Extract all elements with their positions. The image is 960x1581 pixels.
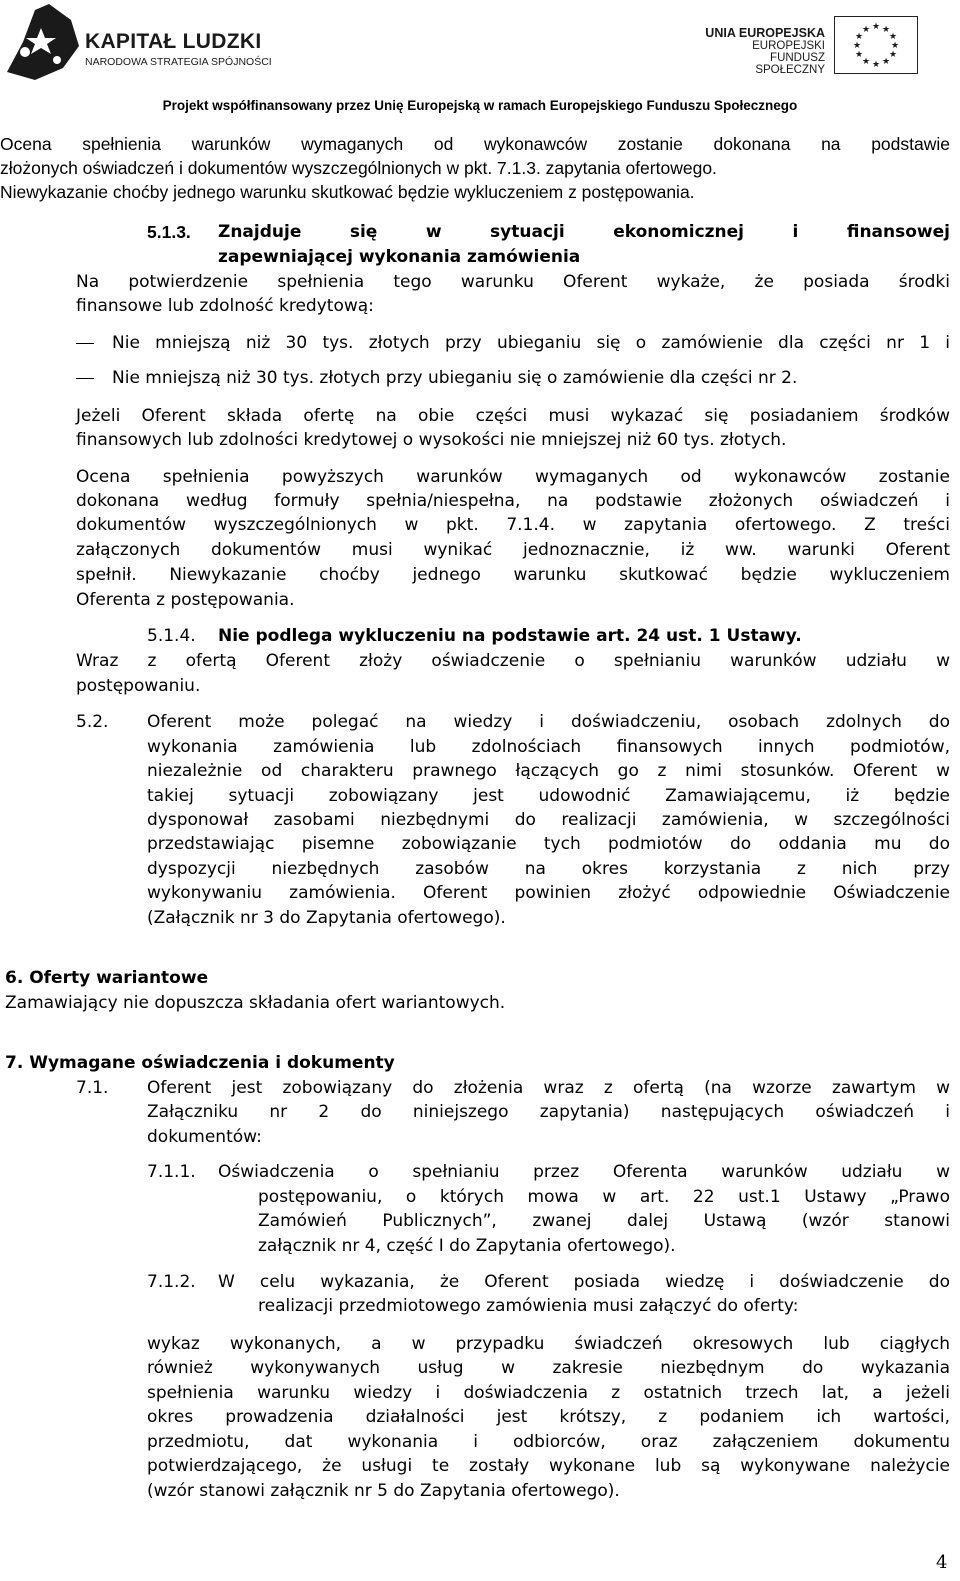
svg-text:★: ★ <box>888 32 898 42</box>
wykaz-line: wykaz wykonanych, a w przypadku świadczeń okresowych lub ciągłych <box>147 1334 950 1354</box>
section-5-2-line: Oferent może polegać na wiedzy i doświadczeniu, osobach zdolnych do <box>147 712 950 732</box>
wykaz-line: spełnienia warunku wiedzy i doświadczenia z ostatnich trzech lat, a jeżeli <box>147 1383 950 1403</box>
section-7-1-line: Załączniku nr 2 do niniejszego zapytania) następujących oświadczeń i <box>147 1102 950 1122</box>
section-5-2-line: niezależnie od charakteru prawnego łączących go z nimi stosunków. Oferent w <box>147 761 950 781</box>
bullet-dash <box>76 378 94 379</box>
eu-line-3: FUNDUSZ SPOŁECZNY <box>755 52 825 76</box>
section-5-1-3-para-1-cont: finansowe lub zdolność kredytową: <box>76 296 374 316</box>
section-5-2-line: wykonania zamówienia lub zdolnościach finansowych innych podmiotów, <box>147 737 950 757</box>
section-5-1-4-title: Nie podlega wykluczeniu na podstawie art. 24 ust. 1 Ustawy. <box>218 626 802 646</box>
section-6-text: Zamawiający nie dopuszcza składania ofert wariantowych. <box>5 993 506 1013</box>
svg-text:★: ★ <box>852 41 862 51</box>
both-parts-para-cont: finansowych lub zdolności kredytowej o wysokości nie mniejszej niż 60 tys. złotych. <box>76 430 787 450</box>
intro-line-3: Niewykazanie choćby jednego warunku skutkować będzie wykluczeniem z postępowania. <box>0 182 695 202</box>
section-7-1-1-line: Zamówień Publicznych”, zwanej dalej Ustawą (wzór stanowi <box>258 1211 950 1231</box>
section-5-2-line: przedstawiając pisemne zobowiązanie tych podmiotów do oddania mu do <box>147 834 950 854</box>
wykaz-line: (wzór stanowi załącznik nr 5 do Zapytania ofertowego). <box>147 1481 620 1501</box>
section-5-2-line: dyspozycji niezbędnych zasobów na okres korzystania z nich przy <box>147 859 950 879</box>
svg-text:★: ★ <box>861 25 871 35</box>
kapital-ludzki-title: KAPITAŁ LUDZKI <box>85 30 262 53</box>
section-7-1-1-line: postępowaniu, o których mowa w art. 22 ust.1 Ustawy „Prawo <box>258 1187 950 1207</box>
svg-text:★: ★ <box>888 50 898 60</box>
section-5-1-3-number: 5.1.3. <box>147 222 191 242</box>
section-7-1-line: Oferent jest zobowiązany do złożenia wraz z ofertą (na wzorze zawartym w <box>147 1078 950 1098</box>
svg-text:★: ★ <box>854 50 864 60</box>
section-7-1-2-number: 7.1.2. <box>147 1272 196 1292</box>
evaluation-para-line: spełnił. Niewykazanie choćby jednego warunku skutkować będzie wykluczeniem <box>76 565 950 585</box>
eu-line-2: EUROPEJSKI <box>752 40 825 52</box>
evaluation-para-line: załączonych dokumentów musi wynikać jednoznacznie, iż ww. warunki Oferent <box>76 540 950 560</box>
section-5-1-4-number: 5.1.4. <box>147 626 196 646</box>
intro-line-2: złożonych oświadczeń i dokumentów wyszczególnionych w pkt. 7.1.3. zapytania ofertowego. <box>0 158 717 178</box>
section-5-2-line: (Załącznik nr 3 do Zapytania ofertowego). <box>147 908 506 928</box>
wykaz-line: okres prowadzenia działalności jest krótszy, z podaniem ich wartości, <box>147 1407 950 1427</box>
section-5-1-3-title-cont: zapewniającej wykonania zamówienia <box>218 247 581 267</box>
section-6-heading: 6. Oferty wariantowe <box>5 968 209 988</box>
section-7-1-number: 7.1. <box>76 1078 109 1098</box>
svg-text:★: ★ <box>871 22 881 32</box>
svg-text:★: ★ <box>890 41 900 51</box>
svg-text:★: ★ <box>871 60 881 70</box>
bullet-dash <box>76 343 94 344</box>
kapital-ludzki-emblem-icon <box>5 2 85 82</box>
svg-text:★: ★ <box>854 32 864 42</box>
section-5-1-3-para-1: Na potwierdzenie spełnienia tego warunku Oferent wykaże, że posiada środki <box>76 272 950 292</box>
requirement-part-1: Nie mniejszą niż 30 tys. złotych przy ubieganiu się o zamówienie dla części nr 1 i <box>112 333 950 353</box>
section-5-1-4-text: Wraz z ofertą Oferent złoży oświadczenie o spełnianiu warunków udziału w <box>76 651 950 671</box>
svg-text:★: ★ <box>881 25 891 35</box>
section-7-heading: 7. Wymagane oświadczenia i dokumenty <box>5 1053 395 1073</box>
kapital-ludzki-subtitle: NARODOWA STRATEGIA SPÓJNOŚCI <box>85 56 272 68</box>
requirement-part-2: Nie mniejszą niż 30 tys. złotych przy ubieganiu się o zamówienie dla części nr 2. <box>112 368 798 388</box>
section-7-1-1-number: 7.1.1. <box>147 1162 196 1182</box>
eu-flag-icon <box>834 16 918 74</box>
evaluation-para-line: dokonana według formuły spełnia/niespełna, na podstawie złożonych oświadczeń i <box>76 491 950 511</box>
kapital-ludzki-logo <box>5 2 275 82</box>
page-header <box>0 0 960 113</box>
project-cofinancing-note: Projekt współfinansowany przez Unię Europejską w ramach Europejskiego Funduszu Społecznego <box>162 98 798 113</box>
section-7-1-1-line: załącznik nr 4, część I do Zapytania ofertowego). <box>258 1236 676 1256</box>
section-5-2-line: dysponował zasobami niezbędnymi do realizacji zamówienia, w szczególności <box>147 810 950 830</box>
evaluation-para-line: dokumentów wyszczególnionych w pkt. 7.1.4. w zapytania ofertowego. Z treści <box>76 515 950 535</box>
intro-line-1: Ocena spełnienia warunków wymaganych od wykonawców zostanie dokonana na podstawie <box>0 134 950 154</box>
section-7-1-1-line: Oświadczenia o spełnianiu przez Oferenta warunków udziału w <box>218 1162 950 1182</box>
wykaz-line: przedmiotu, dat wykonania i odbiorców, oraz załączeniem dokumentu <box>147 1432 950 1452</box>
section-7-1-2-line: realizacji przedmiotowego zamówienia musi załączyć do oferty: <box>258 1296 799 1316</box>
section-7-1-line: dokumentów: <box>147 1127 262 1147</box>
both-parts-para: Jeżeli Oferent składa ofertę na obie części musi wykazać się posiadaniem środków <box>76 406 950 426</box>
section-5-2-line: takiej sytuacji zobowiązany jest udowodnić Zamawiającemu, iż będzie <box>147 786 950 806</box>
section-5-1-3-title: Znajduje się w sytuacji ekonomicznej i finansowej <box>218 222 950 242</box>
section-5-2-line: wykonywaniu zamówienia. Oferent powinien złożyć odpowiednie Oświadczenie <box>147 883 950 903</box>
section-5-1-4-text-cont: postępowaniu. <box>76 676 201 696</box>
svg-text:★: ★ <box>881 57 891 67</box>
evaluation-para-line: Oferenta z postępowania. <box>76 590 295 610</box>
eu-line-1: UNIA EUROPEJSKA <box>705 26 825 40</box>
section-5-2-number: 5.2. <box>76 712 109 732</box>
eu-logo <box>700 16 950 76</box>
evaluation-para-line: Ocena spełnienia powyższych warunków wymaganych od wykonawców zostanie <box>76 467 950 487</box>
wykaz-line: potwierdzającego, że usługi te zostały wykonane lub są wykonywane należycie <box>147 1456 950 1476</box>
section-7-1-2-line: W celu wykazania, że Oferent posiada wiedzę i doświadczenie do <box>218 1272 950 1292</box>
wykaz-line: również wykonywanych usług w zakresie niezbędnym do wykazania <box>147 1358 950 1378</box>
svg-text:★: ★ <box>861 57 871 67</box>
page-number: 4 <box>936 1552 948 1573</box>
